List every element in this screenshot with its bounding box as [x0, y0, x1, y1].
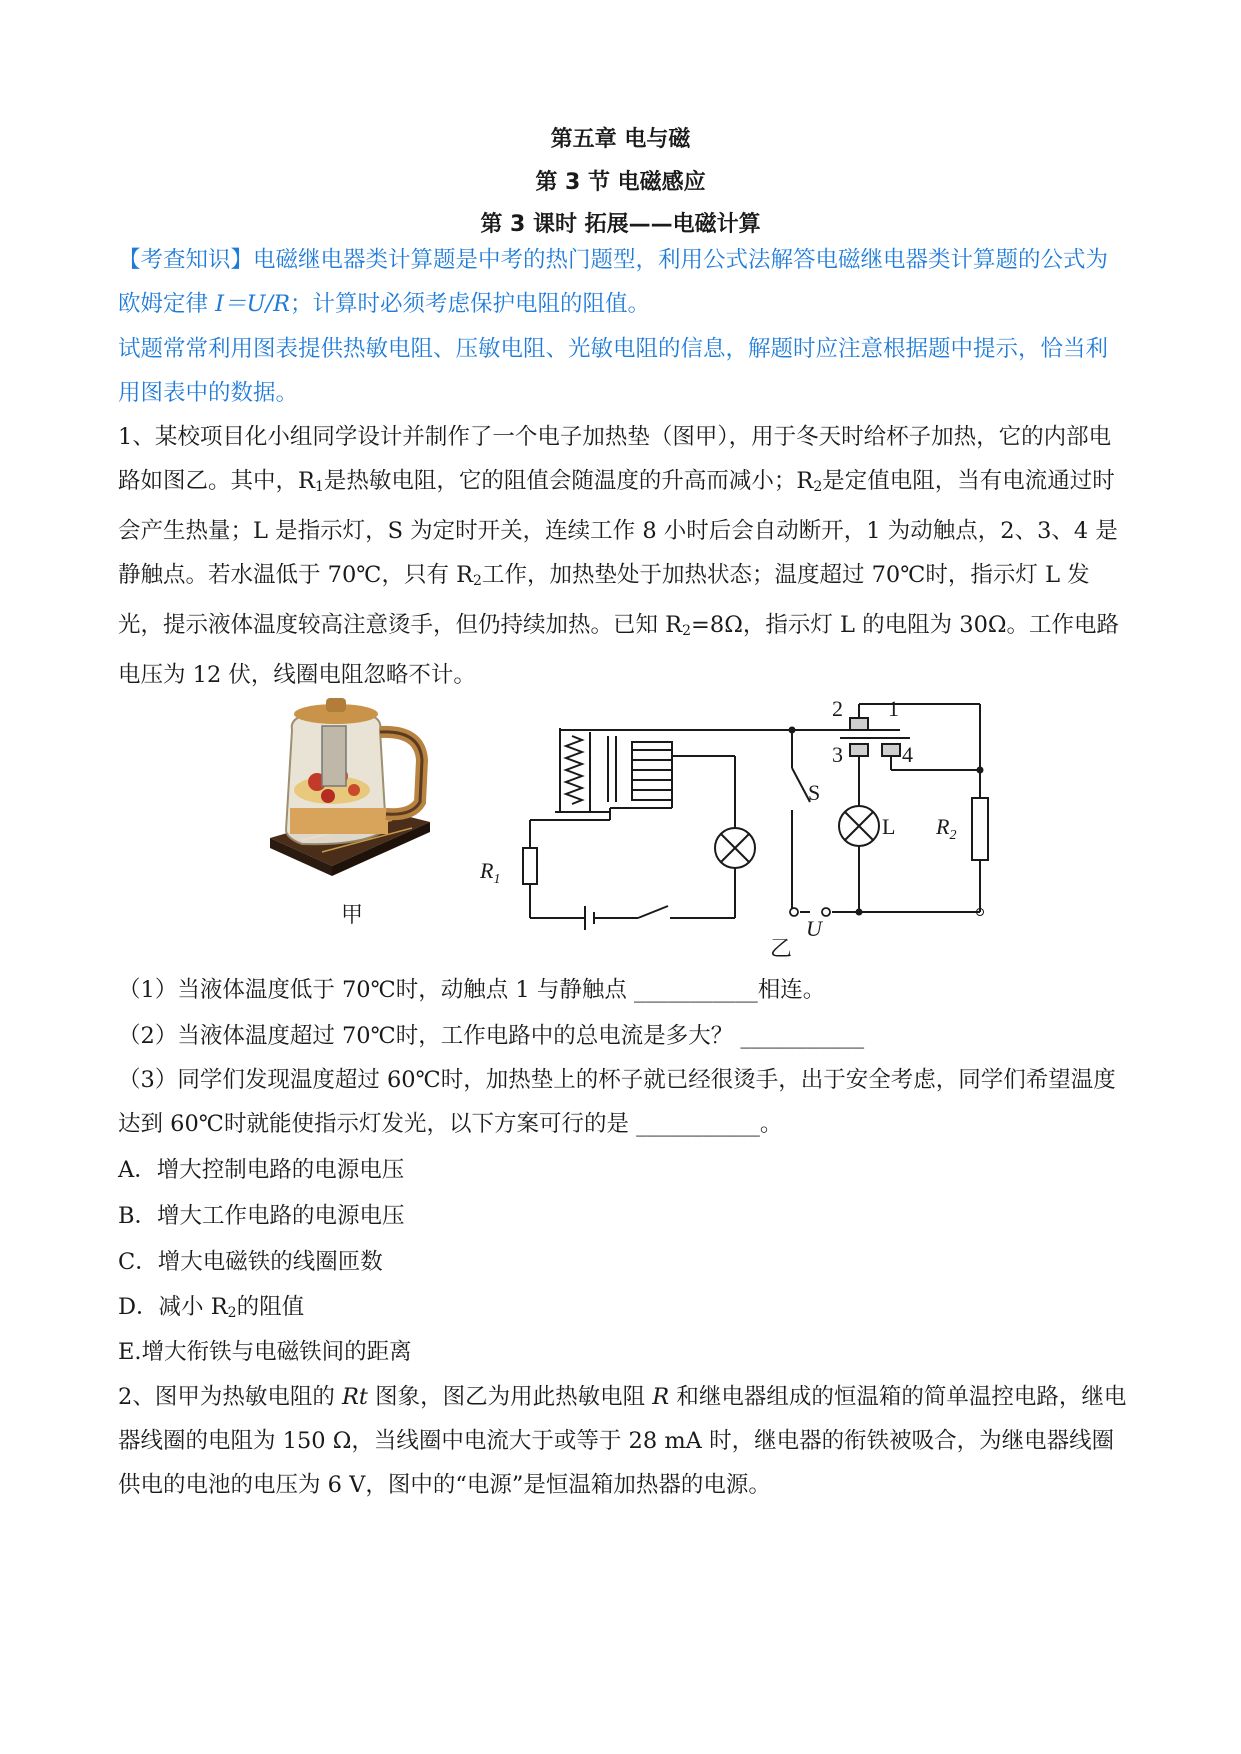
subscript: 1 [314, 479, 324, 495]
subscript: 2 [813, 479, 823, 495]
voltage-u-label: U [806, 916, 822, 941]
lamp-l-label: L [882, 814, 896, 839]
figure-a-caption: 甲 [341, 903, 364, 928]
option-d [118, 1285, 304, 1335]
subscript: 2 [227, 1305, 237, 1321]
circuit-diagram [480, 680, 1010, 941]
q1-intro-b: 是热敏电阻，它的阻值会随温度的升高而减小；R [323, 468, 814, 494]
q1-intro-e: =8Ω，指示灯 L 的电阻为 30Ω。工作电路电压为 12 伏，线圈电阻忽略不计。 [118, 612, 1120, 688]
figure-b-caption: 乙 [770, 937, 793, 962]
option-e: E.增大衔铁与电磁铁间的距离 [118, 1339, 412, 1365]
q2-r: R [652, 1384, 670, 1410]
q1-intro [118, 415, 1128, 697]
option-d-a: D．减小 R [118, 1294, 228, 1320]
chapter-title: 第五章 电与磁 [550, 127, 691, 152]
q1-part-1: （1）当液体温度低于 70℃时，动触点 1 与静触点 ___________相连。 [118, 977, 826, 1003]
knowledge-paragraph-2: 试题常常利用图表提供热敏电阻、压敏电阻、光敏电阻的信息，解题时应注意根据题中提示，恰当利用图表中的数据。 [118, 336, 1109, 406]
contact-2-label: 2 [832, 696, 843, 721]
q2-text-c: 和继电器组成的恒温箱的简单温控电路，继电器线圈的电阻为 150 Ω，当线圈中电流大于或等于 28 mA 时，继电器的衔铁被吸合，为继电器线圈供电的电池的电压为 6 V，图中的“电源”是恒温箱加热器的电源。 [118, 1384, 1127, 1498]
knowledge-text-b: ；计算时必须考虑保护电阻的阻值。 [290, 291, 651, 317]
section-title: 第 3 节 电磁感应 [535, 170, 706, 195]
q2-text-b: 图象，图乙为用此热敏电阻 [367, 1384, 653, 1410]
knowledge-paragraph-1 [118, 238, 1128, 326]
knowledge-label: 【考查知识】 [118, 247, 254, 273]
q1-part-3: （3）同学们发现温度超过 60℃时，加热垫上的杯子就已经很烫手，出于安全考虑，同学们希望温度达到 60℃时就能使指示灯发光，以下方案可行的是 ___________。 [118, 1067, 1116, 1137]
q1-part-2: （2）当液体温度超过 70℃时，工作电路中的总电流是多大？ ___________ [118, 1023, 865, 1049]
knowledge-text-a: 电磁继电器类计算题是中考的热门题型，利用公式法解答电磁继电器类计算题的公式为欧姆定律 [118, 247, 1109, 317]
contact-4-label: 4 [902, 742, 913, 767]
contact-3-label: 3 [832, 742, 843, 767]
subscript: 2 [473, 573, 482, 589]
q1-intro-d: 工作，加热垫处于加热状态；温度超过 70℃时，指示灯 L 发光，提示液体温度较高注意烫手，但仍持续加热。已知 R [118, 562, 1090, 638]
q2-text-a: 2、图甲为热敏电阻的 [118, 1384, 342, 1410]
q2-rt: Rt [341, 1384, 368, 1410]
r2-label: $R_2$ [936, 814, 957, 843]
option-c: C．增大电磁铁的线圈匝数 [118, 1249, 383, 1275]
r1-label: $R_1$ [480, 858, 501, 887]
switch-s-label: S [808, 780, 821, 805]
heating-pad-figure [262, 690, 440, 886]
option-b: B．增大工作电路的电源电压 [118, 1203, 405, 1229]
option-d-b: 的阻值 [236, 1294, 305, 1320]
q2-text [118, 1375, 1128, 1507]
q1-intro-a: 1、某校项目化小组同学设计并制作了一个电子加热垫（图甲），用于冬天时给杯子加热，它的内部电路如图乙。其中，R [118, 424, 1112, 494]
contact-1-label: 1 [888, 696, 899, 721]
option-a: A．增大控制电路的电源电压 [118, 1157, 405, 1183]
ohm-formula: I＝U/R [215, 291, 291, 317]
subscript: 2 [682, 623, 692, 639]
q1-intro-c: 是定值电阻，当有电流通过时会产生热量；L 是指示灯，S 为定时开关，连续工作 8 小时后会自动断开，1 为动触点，2、3、4 是静触点。若水温低于 70℃，只有 R [118, 468, 1118, 588]
lesson-title: 第 3 课时 拓展——电磁计算 [480, 212, 761, 237]
